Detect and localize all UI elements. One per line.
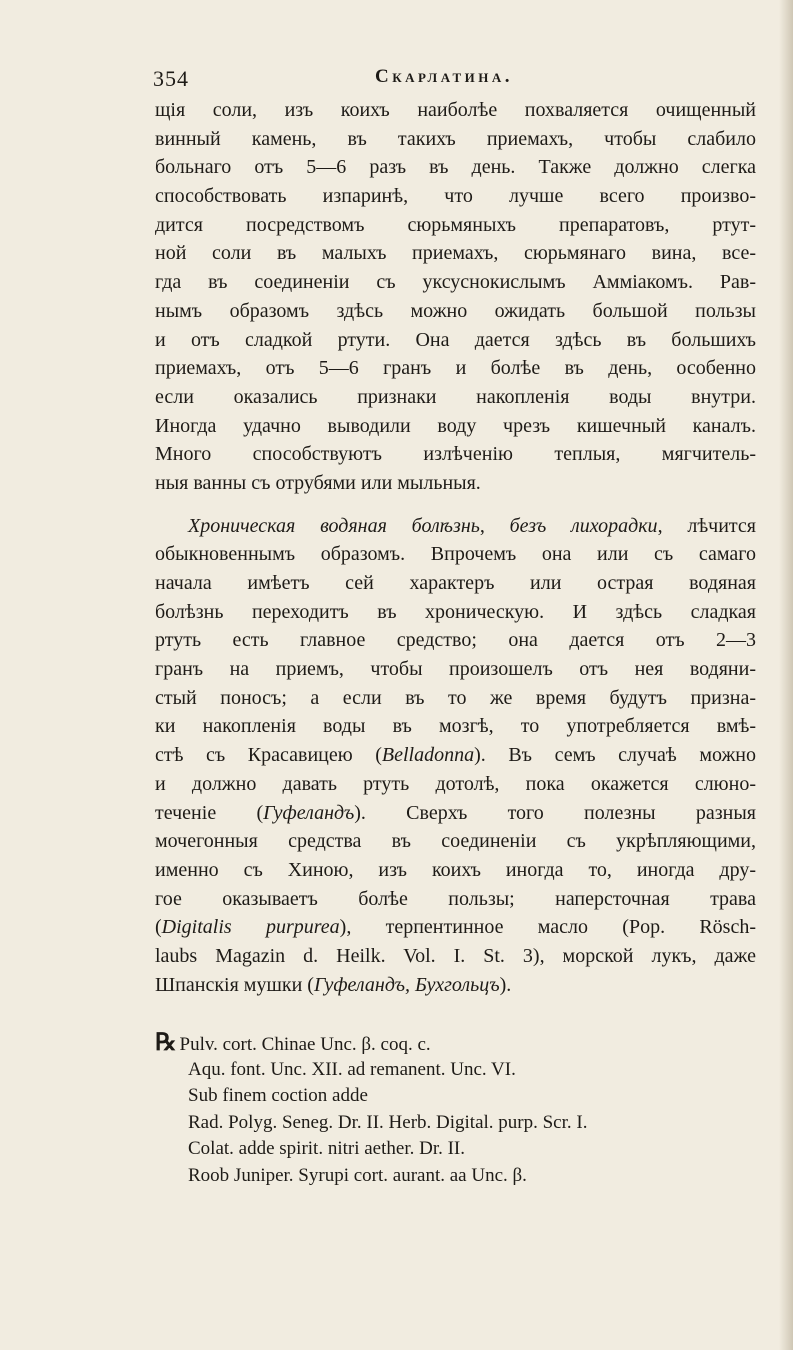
text-span: (: [155, 916, 162, 939]
rx-symbol: ℞: [155, 1030, 177, 1056]
text-line: если оказались признаки накопленія воды внутри.: [155, 385, 756, 408]
text-line: [155, 971, 756, 1000]
italic-term: безъ лихорадки: [509, 514, 658, 537]
prescription-line: [155, 1030, 715, 1057]
prescription-text: Colat. adde spirit. nitri aether. Dr. II.: [188, 1138, 466, 1159]
text-line: приемахъ, отъ 5—6 гранъ и болѣе въ день, особенно: [155, 357, 756, 380]
text-line: [155, 913, 756, 942]
text-line: щія соли, изъ коихъ наиболѣе похваляется очищенный: [155, 99, 756, 121]
prescription-line: [155, 1083, 715, 1110]
text-line: ки накопленія воды въ мозгѣ, то употребляется вмѣ-: [155, 715, 756, 738]
text-line: дится посредствомъ сюрьмяныхъ препаратовъ, ртут-: [155, 213, 756, 236]
text-line: мочегонныя средства въ соединеніи съ укрѣпляющими,: [155, 830, 756, 853]
italic-term: Гуфеландъ: [263, 801, 355, 824]
page-edge-shadow: [779, 0, 793, 1350]
text-span: , лѣчится: [657, 514, 756, 537]
page-header: [153, 66, 543, 94]
text-span: ,: [479, 514, 510, 537]
text-line: и отъ сладкой ртути. Она дается здѣсь въ большихъ: [155, 328, 756, 351]
italic-term: Belladonna: [381, 744, 475, 767]
page-number: 354: [153, 66, 189, 91]
text-span: ), терпентинное масло (Pop. Rösch-: [339, 916, 757, 939]
italic-term: Хроническая водяная болѣзнь: [188, 514, 480, 537]
text-line: способствовать изпаринѣ, что лучше всего произво-: [155, 185, 756, 208]
paragraph-2: [155, 512, 756, 1000]
main-text: [155, 96, 756, 999]
text-span: теченіе (: [155, 801, 264, 824]
text-line: [155, 512, 756, 541]
text-span: ).: [499, 973, 512, 996]
text-line: нымъ образомъ здѣсь можно ожидать большой пользы: [155, 299, 756, 322]
paragraph-gap: [155, 498, 756, 512]
text-line: болѣзнь переходитъ въ хроническую. И здѣсь сладкая: [155, 600, 756, 623]
text-line: Иногда удачно выводили воду чрезъ кишечный каналъ.: [155, 414, 756, 437]
running-head: Скарлатина.: [375, 66, 513, 87]
text-line: гда въ соединеніи съ уксуснокислымъ Амміакомъ. Рав-: [155, 271, 756, 294]
text-line: laubs Magazin d. Heilk. Vol. I. St. 3), морской лукъ, даже: [155, 944, 756, 967]
prescription-text: Roob Juniper. Syrupi cort. aurant. aa Unc. β.: [188, 1164, 527, 1186]
prescription-text: Sub finem coction adde: [188, 1085, 368, 1106]
text-line: Много способствуютъ излѣченію теплыя, мягчитель-: [155, 443, 756, 466]
text-line: именно съ Хиною, изъ коихъ иногда то, иногда дру-: [155, 858, 756, 881]
text-line: [155, 799, 756, 828]
text-line: обыкновеннымъ образомъ. Впрочемъ она или съ самаго: [155, 543, 756, 566]
prescription-line: [155, 1163, 715, 1190]
text-line: и должно давать ртуть дотолѣ, пока окажется слюно-: [155, 772, 756, 795]
text-line: гранъ на приемъ, чтобы произошелъ отъ нея водяни-: [155, 658, 756, 681]
text-line: винный камень, въ такихъ приемахъ, чтобы слабило: [155, 127, 756, 150]
text-line: ной соли въ малыхъ приемахъ, сюрьмянаго вина, все-: [155, 242, 756, 265]
prescription: [155, 1030, 715, 1189]
prescription-line: [155, 1057, 715, 1084]
text-span: ). Сверхъ того полезны разныя: [354, 801, 756, 824]
text-line: больнаго отъ 5—6 разъ въ день. Также должно слегка: [155, 156, 756, 179]
prescription-text: Rad. Polyg. Seneg. Dr. II. Herb. Digital. purp. Scr. I.: [188, 1111, 588, 1133]
text-line: ртуть есть главное средство; она дается отъ 2—3: [155, 629, 756, 652]
prescription-line: [155, 1136, 715, 1163]
italic-term: Гуфеландъ, Бухгольцъ: [313, 973, 500, 996]
text-span: Шпанскія мушки (: [155, 973, 314, 996]
prescription-line: [155, 1110, 715, 1137]
text-line: ныя ванны съ отрубями или мыльныя.: [155, 471, 481, 494]
text-line: стый поносъ; а если въ то же время будутъ призна-: [155, 686, 756, 709]
text-line: гое оказываетъ болѣе пользы; наперсточная трава: [155, 887, 756, 910]
italic-term: Digitalis purpurea: [161, 916, 340, 939]
text-line: [155, 741, 756, 770]
prescription-text: Aqu. font. Unc. XII. ad remanent. Unc. VI.: [188, 1058, 516, 1080]
text-span: стѣ съ Красавицею (: [155, 744, 382, 767]
text-line: начала имѣетъ сей характеръ или острая водяная: [155, 572, 756, 594]
prescription-text: Pulv. cort. Chinae Unc. β. coq. c.: [179, 1034, 431, 1055]
paragraph-1: [155, 96, 756, 498]
text-span: ). Въ семъ случаѣ можно: [474, 744, 757, 767]
